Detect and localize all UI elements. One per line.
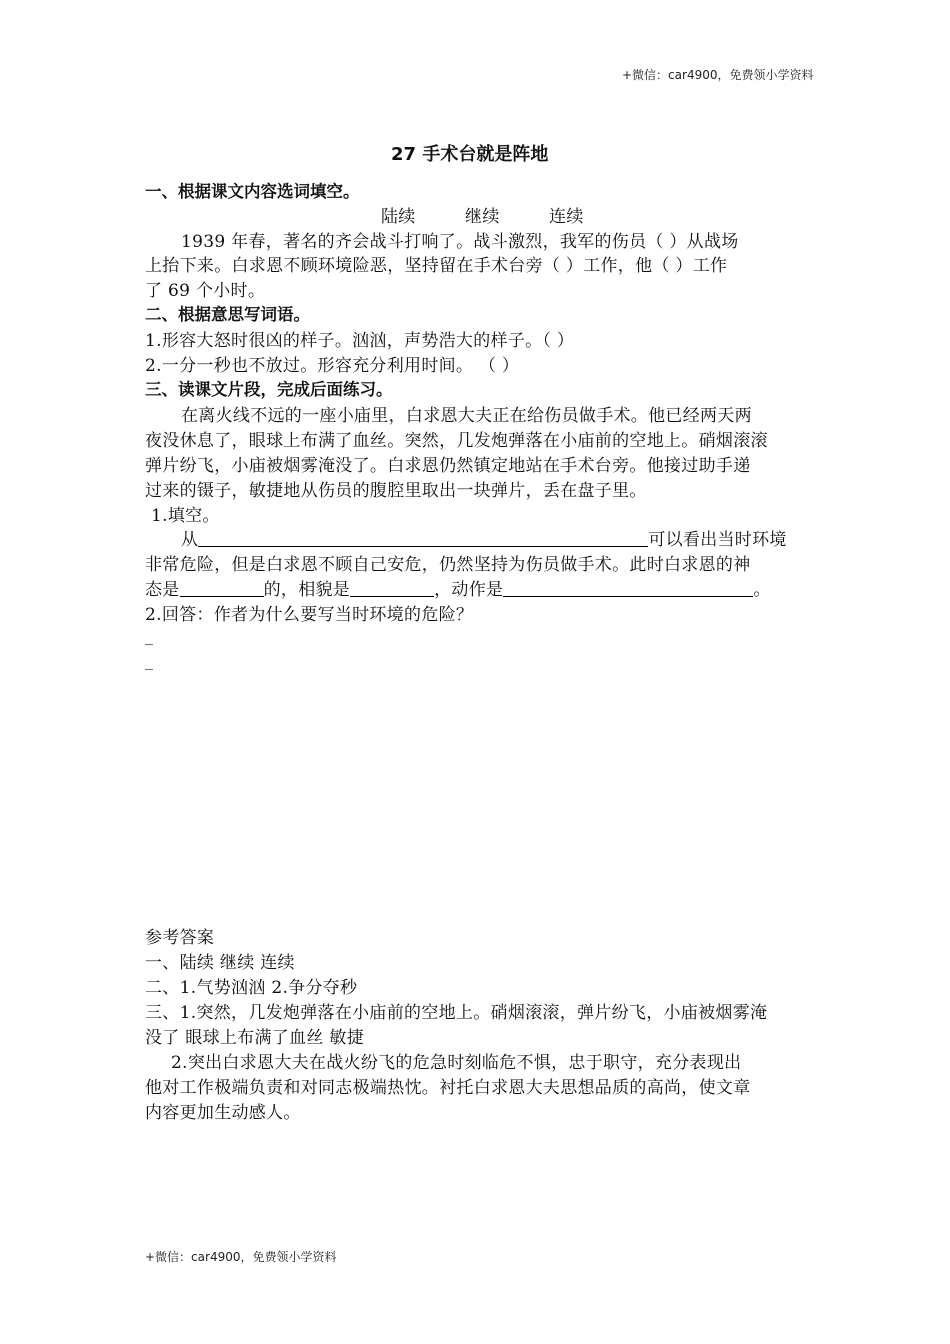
word-option: 陆续 [381, 207, 416, 227]
fill-line-2: 非常危险，但是白求恩不顾自己安危，仍然坚持为伤员做手术。此时白求恩的神 [145, 555, 751, 575]
sub-question-1-label: 1.填空。 [151, 506, 220, 526]
section-2-line: 2.一分一秒也不放过。形容充分利用时间。 （ ） [145, 356, 520, 376]
answer-3-line: 三、1.突然，几发炮弹落在小庙前的空地上。硝烟滚滚，弹片纷飞，小庙被烟雾淹 [145, 1003, 768, 1023]
fill-line-1: 从 可以看出当时环境 [181, 530, 787, 550]
word-option: 继续 [465, 207, 500, 227]
answer-line[interactable]: _ [145, 651, 153, 670]
answer-3-2-line: 2.突出白求恩大夫在战火纷飞的危急时刻临危不惧，忠于职守，充分表现出 [171, 1053, 742, 1073]
answer-3-2-line: 内容更加生动感人。 [145, 1103, 301, 1123]
sub-question-2-label: 2.回答：作者为什么要写当时环境的危险？ [145, 605, 474, 625]
fill-blank[interactable] [503, 578, 753, 597]
page-header: +微信：car4900，免费领小学资料 [622, 68, 814, 82]
section-1-heading: 一、根据课文内容选词填空。 [145, 182, 360, 201]
passage-line: 在离火线不远的一座小庙里，白求恩大夫正在给伤员做手术。他已经两天两 [181, 406, 752, 426]
word-option: 连续 [549, 207, 584, 227]
section-1-line: 了 69 个小时。 [145, 281, 266, 301]
answers-heading: 参考答案 [145, 928, 215, 948]
answer-line[interactable]: _ [145, 626, 153, 645]
passage-line: 夜没休息了，眼球上布满了血丝。突然，几发炮弹落在小庙前的空地上。硝烟滚滚 [145, 431, 768, 451]
word-options [381, 202, 584, 227]
answer-3-line: 没了 眼球上布满了血丝 敏捷 [145, 1028, 365, 1048]
answer-3-2-line: 他对工作极端负责和对同志极端热忱。衬托白求恩大夫思想品质的高尚，使文章 [145, 1078, 751, 1098]
fill-blank[interactable] [180, 578, 264, 597]
page-footer: +微信：car4900，免费领小学资料 [145, 1250, 337, 1264]
page-title: 27 手术台就是阵地 [391, 144, 549, 165]
answer-1: 一、陆续 继续 连续 [145, 953, 295, 973]
passage-line: 过来的镊子，敏捷地从伤员的腹腔里取出一块弹片，丢在盘子里。 [145, 481, 647, 501]
section-3-heading: 三、读课文片段，完成后面练习。 [145, 380, 393, 399]
fill-blank[interactable] [198, 528, 648, 547]
section-2-line: 1.形容大怒时很凶的样子。汹汹，声势浩大的样子。（ ） [145, 331, 575, 351]
fill-blank[interactable] [350, 578, 434, 597]
section-1-line: 1939 年春，著名的齐会战斗打响了。战斗激烈，我军的伤员（ ）从战场 [181, 232, 739, 252]
passage-line: 弹片纷飞，小庙被烟雾淹没了。白求恩仍然镇定地站在手术台旁。他接过助手递 [145, 456, 751, 476]
section-1-line: 上抬下来。白求恩不顾环境险恶，坚持留在手术台旁（ ）工作，他（ ）工作 [145, 256, 728, 276]
fill-line-3: 态是 的，相貌是 ，动作是 。 [145, 580, 771, 600]
section-2-heading: 二、根据意思写词语。 [145, 305, 310, 324]
answer-2: 二、1.气势汹汹 2.争分夺秒 [145, 978, 358, 998]
